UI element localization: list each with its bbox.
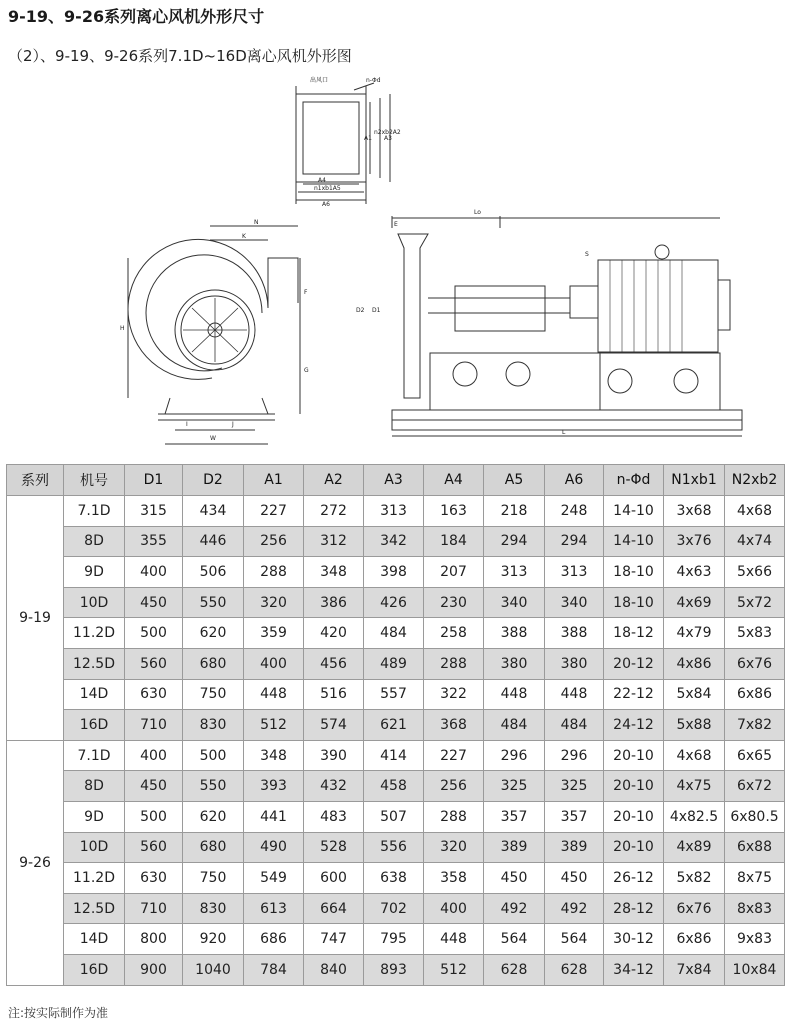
table-cell: 20-10: [604, 740, 664, 771]
table-cell: 557: [364, 679, 424, 710]
label-n1: n1xb1A5: [314, 185, 341, 192]
table-cell: 747: [304, 924, 364, 955]
label-hole-spec: n-Φd: [366, 77, 381, 84]
label-e: E: [394, 221, 398, 228]
table-cell: 227: [244, 496, 304, 527]
table-cell: 638: [364, 863, 424, 894]
table-cell: 830: [183, 710, 244, 741]
table-cell: 368: [424, 710, 484, 741]
label-h: H: [120, 325, 125, 332]
table-cell: 900: [125, 954, 183, 985]
table-cell: 389: [545, 832, 604, 863]
table-cell: 9x83: [725, 924, 785, 955]
table-cell: 315: [125, 496, 183, 527]
table-cell: 288: [424, 648, 484, 679]
table-cell: 12.5D: [64, 893, 125, 924]
table-cell: 163: [424, 496, 484, 527]
label-w: W: [210, 435, 216, 442]
table-cell: 248: [545, 496, 604, 527]
table-cell: 564: [545, 924, 604, 955]
table-cell: 556: [364, 832, 424, 863]
table-row: [7, 893, 785, 924]
table-cell: 256: [244, 526, 304, 557]
table-cell: 7x82: [725, 710, 785, 741]
table-cell: 448: [545, 679, 604, 710]
table-header-row: [7, 465, 785, 496]
table-cell: 296: [545, 740, 604, 771]
table-cell: 294: [484, 526, 545, 557]
label-outlet: 出风口: [310, 77, 329, 84]
table-cell: 400: [125, 557, 183, 588]
table-cell: 784: [244, 954, 304, 985]
column-header: 机号: [64, 465, 125, 496]
table-cell: 6x65: [725, 740, 785, 771]
table-cell: 8D: [64, 771, 125, 802]
column-header: A1: [244, 465, 304, 496]
table-cell: 489: [364, 648, 424, 679]
fan-casing-side: [398, 234, 428, 398]
outlet-flange-inner: [303, 102, 359, 174]
column-header: A4: [424, 465, 484, 496]
fan-outline-drawing: [0, 68, 792, 460]
table-cell: 5x83: [725, 618, 785, 649]
table-cell: 28-12: [604, 893, 664, 924]
table-cell: 630: [125, 679, 183, 710]
table-cell: 20-10: [604, 771, 664, 802]
table-cell: 359: [244, 618, 304, 649]
column-header: A5: [484, 465, 545, 496]
table-cell: 434: [183, 496, 244, 527]
table-cell: 448: [244, 679, 304, 710]
table-cell: 256: [424, 771, 484, 802]
table-cell: 620: [183, 618, 244, 649]
table-cell: 24-12: [604, 710, 664, 741]
table-row: [7, 618, 785, 649]
table-cell: 795: [364, 924, 424, 955]
table-cell: 8x75: [725, 863, 785, 894]
label-f: F: [304, 289, 308, 296]
table-cell: 9D: [64, 557, 125, 588]
table-row: [7, 496, 785, 527]
table-cell: 414: [364, 740, 424, 771]
table-cell: 388: [545, 618, 604, 649]
table-cell: 14D: [64, 924, 125, 955]
table-row: [7, 954, 785, 985]
table-cell: 680: [183, 648, 244, 679]
table-cell: 22-12: [604, 679, 664, 710]
coupling: [570, 286, 598, 318]
table-cell: 340: [484, 587, 545, 618]
table-cell: 3x68: [664, 496, 725, 527]
table-cell: 550: [183, 587, 244, 618]
label-n: N: [254, 219, 259, 226]
table-cell: 18-10: [604, 587, 664, 618]
table-cell: 325: [545, 771, 604, 802]
table-cell: 20-12: [604, 648, 664, 679]
table-cell: 390: [304, 740, 364, 771]
series-cell: 9-19: [7, 496, 64, 741]
table-cell: 7.1D: [64, 496, 125, 527]
table-cell: 4x69: [664, 587, 725, 618]
table-cell: 357: [484, 801, 545, 832]
table-cell: 6x86: [725, 679, 785, 710]
volute-casing: [128, 239, 298, 379]
table-cell: 380: [545, 648, 604, 679]
table-cell: 294: [545, 526, 604, 557]
table-cell: 750: [183, 679, 244, 710]
table-cell: 4x74: [725, 526, 785, 557]
table-row: [7, 587, 785, 618]
table-cell: 483: [304, 801, 364, 832]
column-header: 系列: [7, 465, 64, 496]
table-cell: 18-10: [604, 557, 664, 588]
table-cell: 630: [125, 863, 183, 894]
table-cell: 492: [545, 893, 604, 924]
table-cell: 288: [244, 557, 304, 588]
table-cell: 550: [183, 771, 244, 802]
table-cell: 628: [484, 954, 545, 985]
table-cell: 560: [125, 832, 183, 863]
table-cell: 512: [244, 710, 304, 741]
table-cell: 398: [364, 557, 424, 588]
column-header: N1xb1: [664, 465, 725, 496]
column-header: D2: [183, 465, 244, 496]
table-cell: 393: [244, 771, 304, 802]
table-cell: 5x66: [725, 557, 785, 588]
column-header: D1: [125, 465, 183, 496]
table-cell: 348: [304, 557, 364, 588]
table-cell: 400: [125, 740, 183, 771]
table-cell: 564: [484, 924, 545, 955]
table-cell: 296: [484, 740, 545, 771]
table-cell: 664: [304, 893, 364, 924]
label-k: K: [242, 233, 246, 240]
table-cell: 450: [545, 863, 604, 894]
table-cell: 258: [424, 618, 484, 649]
table-cell: 312: [304, 526, 364, 557]
label-n2: n2xb2A2: [374, 129, 401, 136]
table-cell: 620: [183, 801, 244, 832]
table-cell: 920: [183, 924, 244, 955]
table-cell: 9D: [64, 801, 125, 832]
table-cell: 386: [304, 587, 364, 618]
table-cell: 12.5D: [64, 648, 125, 679]
table-cell: 8x83: [725, 893, 785, 924]
table-cell: 7.1D: [64, 740, 125, 771]
table-cell: 5x88: [664, 710, 725, 741]
label-s: S: [585, 251, 589, 258]
motor-base: [600, 353, 720, 410]
table-cell: 450: [125, 587, 183, 618]
table-cell: 621: [364, 710, 424, 741]
outlet-flange-outer: [296, 94, 366, 182]
table-cell: 16D: [64, 954, 125, 985]
table-cell: 10D: [64, 587, 125, 618]
table-row: [7, 740, 785, 771]
page-title: 9-19、9-26系列离心风机外形尺寸: [8, 7, 265, 26]
table-cell: 400: [244, 648, 304, 679]
table-cell: 320: [244, 587, 304, 618]
table-cell: 6x88: [725, 832, 785, 863]
table-cell: 227: [424, 740, 484, 771]
table-cell: 500: [183, 740, 244, 771]
table-cell: 484: [545, 710, 604, 741]
table-cell: 4x89: [664, 832, 725, 863]
table-cell: 710: [125, 893, 183, 924]
table-cell: 10D: [64, 832, 125, 863]
table-cell: 506: [183, 557, 244, 588]
table-cell: 432: [304, 771, 364, 802]
table-cell: 4x79: [664, 618, 725, 649]
table-cell: 7x84: [664, 954, 725, 985]
page-subtitle: （2）、9-19、9-26系列7.1D~16D离心风机外形图: [8, 47, 352, 65]
label-a6: A6: [322, 201, 330, 208]
table-cell: 6x76: [725, 648, 785, 679]
label-a3: A3: [384, 135, 392, 142]
table-cell: 830: [183, 893, 244, 924]
table-cell: 400: [424, 893, 484, 924]
table-cell: 840: [304, 954, 364, 985]
table-cell: 484: [484, 710, 545, 741]
label-lo: Lo: [474, 209, 481, 216]
dimension-table: [6, 464, 785, 986]
table-cell: 613: [244, 893, 304, 924]
table-cell: 10x84: [725, 954, 785, 985]
table-row: [7, 832, 785, 863]
table-cell: 218: [484, 496, 545, 527]
table-cell: 420: [304, 618, 364, 649]
lifting-eye: [655, 245, 669, 259]
column-header: A3: [364, 465, 424, 496]
table-cell: 5x84: [664, 679, 725, 710]
table-row: [7, 771, 785, 802]
table-cell: 450: [484, 863, 545, 894]
table-cell: 34-12: [604, 954, 664, 985]
table-cell: 441: [244, 801, 304, 832]
table-cell: 20-10: [604, 801, 664, 832]
table-cell: 4x86: [664, 648, 725, 679]
table-cell: 30-12: [604, 924, 664, 955]
table-cell: 355: [125, 526, 183, 557]
label-g: G: [304, 367, 309, 374]
table-cell: 512: [424, 954, 484, 985]
table-cell: 680: [183, 832, 244, 863]
table-cell: 560: [125, 648, 183, 679]
table-cell: 348: [244, 740, 304, 771]
table-row: [7, 863, 785, 894]
table-cell: 11.2D: [64, 863, 125, 894]
table-cell: 313: [484, 557, 545, 588]
table-cell: 448: [484, 679, 545, 710]
table-cell: 446: [183, 526, 244, 557]
table-cell: 6x76: [664, 893, 725, 924]
table-cell: 516: [304, 679, 364, 710]
table-cell: 11.2D: [64, 618, 125, 649]
table-cell: 20-10: [604, 832, 664, 863]
label-i: I: [186, 421, 188, 428]
table-cell: 14D: [64, 679, 125, 710]
table-cell: 322: [424, 679, 484, 710]
table-cell: 16D: [64, 710, 125, 741]
table-cell: 340: [545, 587, 604, 618]
column-header: A6: [545, 465, 604, 496]
table-cell: 14-10: [604, 496, 664, 527]
table-cell: 1040: [183, 954, 244, 985]
table-cell: 4x68: [725, 496, 785, 527]
table-cell: 26-12: [604, 863, 664, 894]
table-row: [7, 557, 785, 588]
series-cell: 9-26: [7, 740, 64, 985]
table-cell: 800: [125, 924, 183, 955]
table-cell: 702: [364, 893, 424, 924]
table-cell: 5x72: [725, 587, 785, 618]
label-d1: D1: [372, 307, 381, 314]
column-header: A2: [304, 465, 364, 496]
table-cell: 600: [304, 863, 364, 894]
column-header: N2xb2: [725, 465, 785, 496]
table-cell: 14-10: [604, 526, 664, 557]
table-cell: 500: [125, 801, 183, 832]
table-cell: 18-12: [604, 618, 664, 649]
table-cell: 686: [244, 924, 304, 955]
table-row: [7, 679, 785, 710]
table-cell: 4x82.5: [664, 801, 725, 832]
table-cell: 549: [244, 863, 304, 894]
table-cell: 3x76: [664, 526, 725, 557]
table-cell: 4x75: [664, 771, 725, 802]
table-cell: 342: [364, 526, 424, 557]
table-cell: 500: [125, 618, 183, 649]
table-cell: 288: [424, 801, 484, 832]
table-cell: 492: [484, 893, 545, 924]
table-cell: 357: [545, 801, 604, 832]
table-cell: 426: [364, 587, 424, 618]
table-cell: 5x82: [664, 863, 725, 894]
table-cell: 528: [304, 832, 364, 863]
table-cell: 6x86: [664, 924, 725, 955]
table-cell: 448: [424, 924, 484, 955]
table-cell: 388: [484, 618, 545, 649]
table-cell: 6x80.5: [725, 801, 785, 832]
table-cell: 358: [424, 863, 484, 894]
table-cell: 313: [545, 557, 604, 588]
table-cell: 8D: [64, 526, 125, 557]
table-row: [7, 526, 785, 557]
table-cell: 507: [364, 801, 424, 832]
table-cell: 450: [125, 771, 183, 802]
table-cell: 184: [424, 526, 484, 557]
table-cell: 230: [424, 587, 484, 618]
table-cell: 628: [545, 954, 604, 985]
table-cell: 574: [304, 710, 364, 741]
table-cell: 484: [364, 618, 424, 649]
footnote: 注:按实际制作为准: [8, 1006, 109, 1020]
table-cell: 490: [244, 832, 304, 863]
label-l: L: [562, 429, 566, 436]
table-cell: 6x72: [725, 771, 785, 802]
label-j: J: [232, 421, 234, 428]
table-row: [7, 924, 785, 955]
table-cell: 4x63: [664, 557, 725, 588]
table-cell: 458: [364, 771, 424, 802]
table-cell: 389: [484, 832, 545, 863]
table-cell: 456: [304, 648, 364, 679]
table-cell: 320: [424, 832, 484, 863]
table-cell: 325: [484, 771, 545, 802]
table-cell: 750: [183, 863, 244, 894]
table-cell: 207: [424, 557, 484, 588]
table-row: [7, 801, 785, 832]
label-a1: A1: [364, 135, 372, 142]
table-row: [7, 648, 785, 679]
label-d2: D2: [356, 307, 365, 314]
table-cell: 4x68: [664, 740, 725, 771]
table-cell: 313: [364, 496, 424, 527]
table-cell: 710: [125, 710, 183, 741]
label-a4: A4: [318, 177, 326, 184]
column-header: n-Φd: [604, 465, 664, 496]
table-row: [7, 710, 785, 741]
table-cell: 380: [484, 648, 545, 679]
table-cell: 272: [304, 496, 364, 527]
table-cell: 893: [364, 954, 424, 985]
